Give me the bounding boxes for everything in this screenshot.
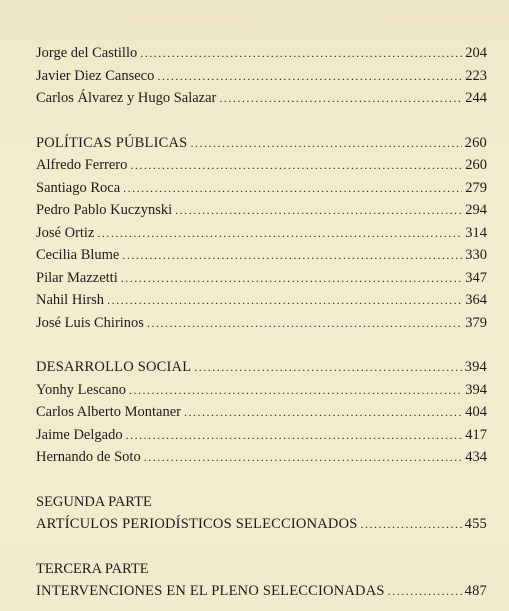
section-heading-politicas	[36, 132, 487, 155]
part-label-tercera: TERCERA PARTE	[36, 560, 149, 577]
part-label-segunda: SEGUNDA PARTE	[36, 493, 152, 510]
toc-entry	[36, 312, 487, 335]
toc-entry-title: Pilar Mazzetti	[36, 269, 118, 286]
section-heading-title: DESARROLLO SOCIAL	[36, 359, 192, 375]
dot-leader	[157, 65, 462, 88]
dot-leader	[107, 289, 462, 312]
part-page: 455	[464, 516, 487, 532]
part-title: ARTÍCULOS PERIODÍSTICOS SELECCIONADOS	[36, 516, 358, 532]
table-of-contents	[36, 42, 487, 603]
toc-entry-page: 379	[465, 314, 487, 331]
toc-entry-page: 347	[465, 269, 487, 286]
part-title-segunda	[36, 513, 487, 536]
section-heading-page: 260	[464, 134, 487, 151]
toc-entry-title: José Ortiz	[36, 224, 95, 241]
dot-leader	[122, 244, 462, 267]
toc-entry-title: Hernando de Soto	[36, 449, 141, 465]
toc-entry	[36, 401, 487, 424]
toc-entry	[36, 177, 487, 200]
toc-entry-page: 260	[465, 157, 487, 173]
toc-entry-title: José Luis Chirinos	[36, 314, 144, 331]
dot-leader	[361, 513, 462, 536]
dot-leader	[219, 87, 462, 110]
toc-entry	[36, 65, 487, 88]
toc-entry-page: 294	[465, 202, 487, 218]
toc-entry-title: Jorge del Castillo	[36, 45, 138, 61]
toc-entry	[36, 424, 487, 447]
dot-leader	[121, 267, 463, 290]
toc-entry-page: 364	[465, 292, 487, 308]
dot-leader	[123, 177, 462, 200]
toc-entry	[36, 154, 487, 177]
dot-leader	[144, 446, 463, 469]
toc-entry	[36, 244, 487, 267]
toc-entry	[36, 87, 487, 110]
toc-entry-page: 244	[465, 90, 487, 106]
toc-entry-page: 417	[465, 426, 487, 443]
toc-entry-title: Carlos Álvarez y Hugo Salazar	[36, 90, 217, 106]
toc-entry-page: 434	[465, 449, 487, 465]
toc-entry	[36, 267, 487, 290]
dot-leader	[130, 154, 462, 177]
dot-leader	[184, 401, 462, 424]
section-heading-title: POLÍTICAS PÚBLICAS	[36, 134, 188, 151]
dot-leader	[147, 312, 462, 335]
toc-entry-page: 394	[465, 381, 487, 398]
toc-entry-title: Alfredo Ferrero	[36, 157, 128, 173]
toc-entry-title: Yonhy Lescano	[36, 381, 126, 398]
dot-leader	[140, 42, 462, 65]
section-heading-page: 394	[464, 359, 487, 375]
toc-entry-title: Cecilia Blume	[36, 247, 120, 263]
toc-entry-title: Nahil Hirsh	[36, 292, 105, 308]
toc-entry-page: 223	[465, 67, 487, 84]
dot-leader	[190, 132, 461, 155]
toc-entry	[36, 42, 487, 65]
toc-entry-title: Javier Diez Canseco	[36, 67, 155, 84]
toc-entry-page: 314	[465, 224, 487, 241]
dot-leader	[175, 199, 462, 222]
dot-leader	[388, 580, 462, 603]
toc-entry-page: 404	[465, 404, 487, 420]
toc-entry	[36, 289, 487, 312]
part-title: INTERVENCIONES EN EL PLENO SELECCIONADAS	[36, 583, 385, 599]
toc-entry	[36, 379, 487, 402]
dot-leader	[194, 356, 461, 379]
part-page: 487	[464, 583, 487, 599]
toc-entry	[36, 446, 487, 469]
toc-entry	[36, 222, 487, 245]
dot-leader	[129, 379, 462, 402]
toc-entry-title: Pedro Pablo Kuczynski	[36, 202, 173, 218]
part-title-tercera	[36, 580, 487, 603]
toc-entry-page: 279	[465, 179, 487, 196]
toc-entry-title: Jaime Delgado	[36, 426, 123, 443]
toc-entry-page: 204	[465, 45, 487, 61]
toc-entry-title: Carlos Alberto Montaner	[36, 404, 181, 420]
toc-entry-page: 330	[465, 247, 487, 263]
toc-entry	[36, 199, 487, 222]
section-heading-desarrollo	[36, 356, 487, 379]
dot-leader	[126, 424, 463, 447]
dot-leader	[97, 222, 462, 245]
toc-entry-title: Santiago Roca	[36, 179, 121, 196]
